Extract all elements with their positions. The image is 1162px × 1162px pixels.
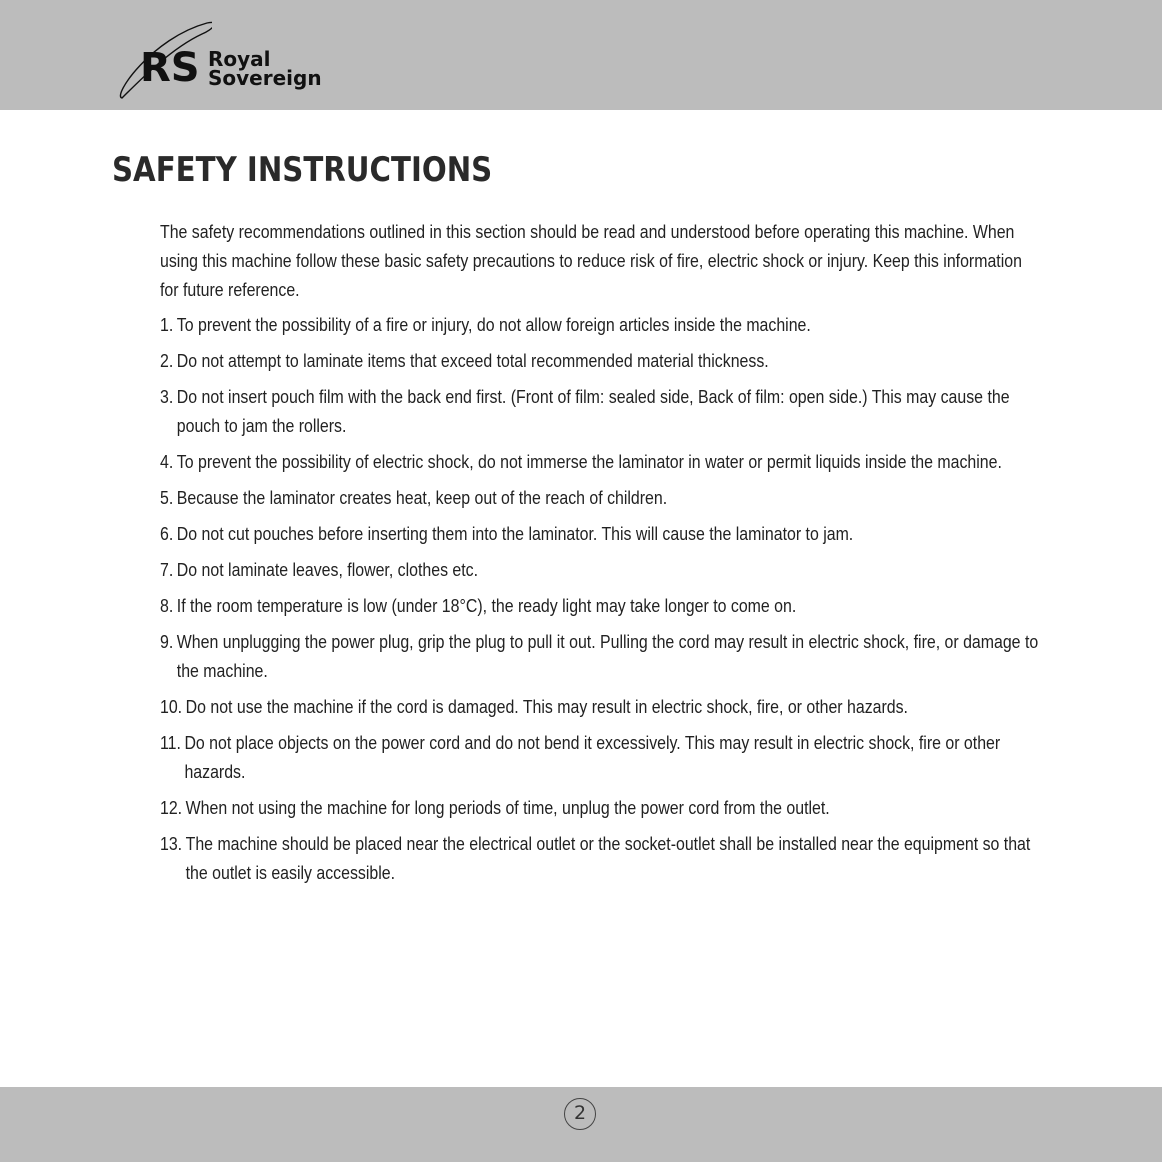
safety-item-number: 10. [160,697,183,717]
rs-logo-icon [112,18,212,108]
safety-item [160,556,1043,585]
logo-line-1: Royal [208,47,271,71]
safety-item [160,794,1043,823]
safety-item-number: 12. [160,798,183,818]
safety-item-text: Do not attempt to laminate items that exceed total recommended material thickness. [176,351,769,371]
safety-list [160,311,1043,888]
safety-item [160,347,1043,376]
logo-wordmark [208,47,322,90]
safety-item [160,383,1043,441]
safety-item-number: 11. [160,733,181,753]
safety-item [160,628,1043,686]
page-number: 2 [564,1098,596,1130]
logo-mark: RS [140,45,200,91]
header-band [0,0,1162,110]
safety-item-number: 1. [160,315,174,335]
safety-item-number: 8. [160,596,174,616]
safety-content [160,218,1043,895]
safety-item-text: To prevent the possibility of electric shock, do not immerse the laminator in water or permit liquids inside the machine. [176,452,1002,472]
intro-paragraph: The safety recommendations outlined in this section should be read and understood before operating this machine. When using this machine follow these basic safety precautions to reduce risk of fire, electric shock or injury. Keep this information for future reference. [160,222,1022,300]
royal-sovereign-logo [112,18,352,108]
page-title: SAFETY INSTRUCTIONS [112,150,493,190]
safety-item-number: 4. [160,452,174,472]
safety-item-text: Do not insert pouch film with the back end first. (Front of film: sealed side, Back of film: open side.) This may cause the pouch to jam the rollers. [176,387,1010,436]
safety-item-number: 2. [160,351,174,371]
safety-item-text: To prevent the possibility of a fire or injury, do not allow foreign articles inside the machine. [176,315,811,335]
safety-item-text: Do not cut pouches before inserting them into the laminator. This will cause the laminator to jam. [176,524,854,544]
safety-item [160,729,1043,787]
safety-item-text: When unplugging the power plug, grip the plug to pull it out. Pulling the cord may result in electric shock, fire, or damage to the machine. [176,632,1039,681]
safety-item-number: 6. [160,524,174,544]
safety-item [160,830,1043,888]
safety-item [160,484,1043,513]
safety-item-text: When not using the machine for long periods of time, unplug the power cord from the outlet. [185,798,830,818]
safety-item-text: Do not place objects on the power cord and do not bend it excessively. This may result in electric shock, fire or other hazards. [184,733,1001,782]
safety-item [160,520,1043,549]
safety-item [160,311,1043,340]
safety-item-text: If the room temperature is low (under 18°C), the ready light may take longer to come on. [176,596,797,616]
safety-item-number: 7. [160,560,174,580]
safety-item-number: 13. [160,834,183,854]
safety-item [160,448,1043,477]
safety-item-number: 9. [160,632,174,652]
safety-item-number: 5. [160,488,174,508]
safety-item-text: Do not use the machine if the cord is damaged. This may result in electric shock, fire, or other hazards. [185,697,908,717]
logo-line-2: Sovereign [208,66,322,90]
safety-item-text: The machine should be placed near the electrical outlet or the socket-outlet shall be installed near the equipment so that the outlet is easily accessible. [185,834,1031,883]
safety-item [160,592,1043,621]
safety-item-text: Do not laminate leaves, flower, clothes etc. [176,560,479,580]
safety-item [160,693,1043,722]
safety-item-number: 3. [160,387,174,407]
safety-item-text: Because the laminator creates heat, keep out of the reach of children. [176,488,668,508]
